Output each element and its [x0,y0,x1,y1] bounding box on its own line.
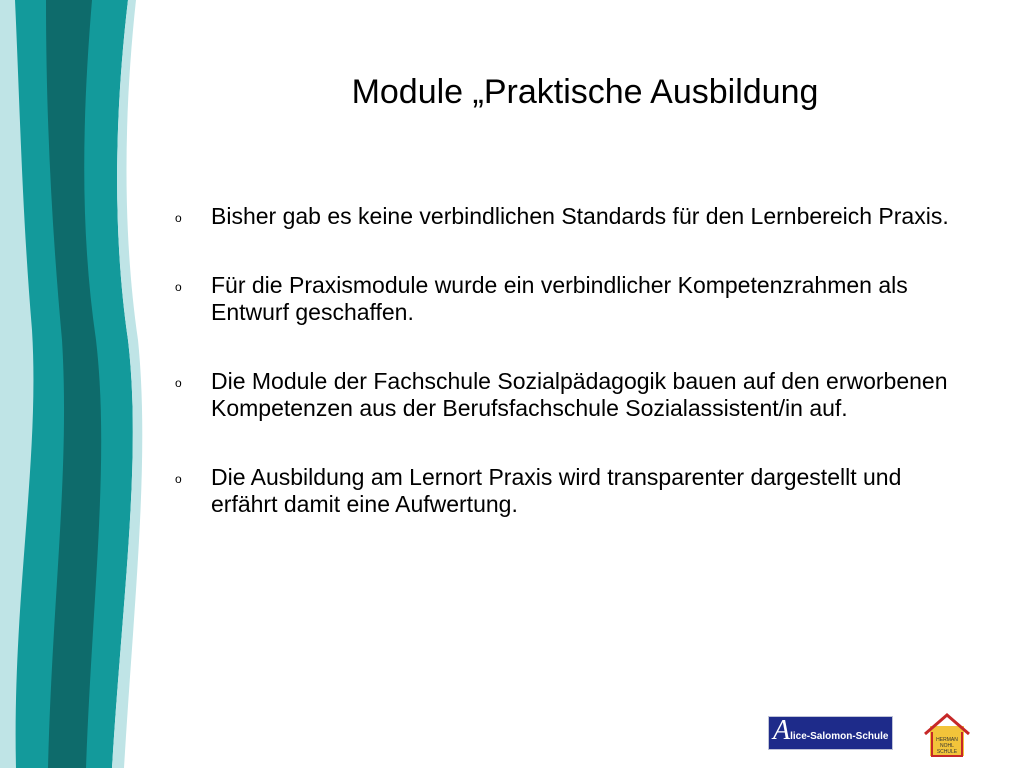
bullet-item [175,464,965,518]
bullet-text: Die Ausbildung am Lernort Praxis wird transparenter dargestellt und erfährt damit eine Aufwertung. [211,464,902,517]
logo-line-2: NOHL [940,743,954,749]
logo-line-1: HERMAN [936,737,958,743]
bullet-item [175,368,965,422]
bullet-text: Bisher gab es keine verbindlichen Standards für den Lernbereich Praxis. [211,203,949,229]
logo-text: lice-Salomon-Schule [790,731,889,742]
bullet-marker: o [175,376,182,390]
decorative-wave-band [0,0,150,768]
logo-line-3: SCHULE [936,749,958,755]
bullet-item [175,272,965,326]
logo-initial: A [773,715,791,746]
herman-nohl-schule-logo [924,712,970,758]
bullet-marker: o [175,472,182,486]
bullet-marker: o [175,211,182,225]
bullet-item [175,203,965,230]
alice-salomon-schule-logo [768,716,893,750]
bullet-list [175,203,965,560]
slide-title: Module „Praktische Ausbildung [351,73,819,111]
bullet-text: Für die Praxismodule wurde ein verbindlicher Kompetenzrahmen als Entwurf geschaffen. [211,272,908,325]
bullet-marker: o [175,280,182,294]
bullet-text: Die Module der Fachschule Sozialpädagogik bauen auf den erworbenen Kompetenzen aus der Berufsfachschule Sozialassistent/in auf. [211,368,948,421]
